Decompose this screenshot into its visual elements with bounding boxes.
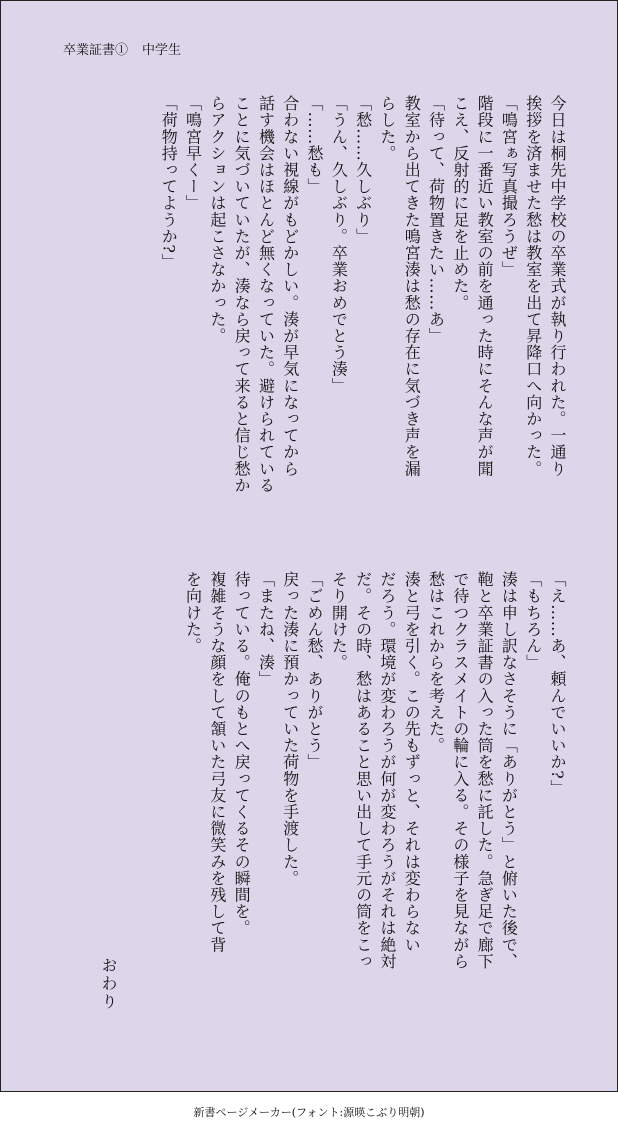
text-column: そり開けた。 <box>329 571 349 671</box>
text-column: 合わない視線がもどかしい。湊が早気になってから <box>280 95 300 477</box>
header-subtitle: 中学生 <box>142 43 182 58</box>
text-block-bottom <box>180 571 569 1026</box>
text-column: を向けた。 <box>183 571 203 654</box>
text-column: 「うん、久しぶり。卒業おめでとう湊」 <box>329 95 349 394</box>
text-column: 「またね、湊」 <box>256 571 276 688</box>
page-header <box>63 39 181 58</box>
text-column: 「鳴宮ぁ写真撮ろうぜ」 <box>499 95 519 278</box>
text-column: こえ、反射的に足を止めた。 <box>450 95 470 311</box>
text-column: で待つクラスメイトの輪に入る。その様子を見ながら <box>450 571 470 970</box>
text-column: 「荷物持ってようか?」 <box>159 95 179 271</box>
text-column: 「ごめん愁、ありがとう」 <box>305 571 325 771</box>
text-column: 湊は申し訳なさそうに「ありがとう」と俯いた後で、 <box>499 571 519 970</box>
text-column: 湊と弓を引く。この先もずっと、それは変わらない <box>402 571 422 953</box>
text-column: 鞄と卒業証書の入った筒を愁に託した。急ぎ足で廊下 <box>475 571 495 970</box>
text-column: 教室から出てきた鳴宮湊は愁の存在に気づき声を漏 <box>402 95 422 477</box>
text-column: 階段に一番近い教室の前を通った時にそんな声が聞 <box>475 95 495 477</box>
text-column: 待っている。俺のもとへ戻ってくるその瞬間を。 <box>232 571 252 937</box>
text-column: 挨拶を済ませた愁は教室を出て昇降口へ向かった。 <box>523 95 543 477</box>
text-column: 「待って、荷物置きたい……あ」 <box>426 95 446 344</box>
text-column: だろう。環境が変わろうが何が変わろうがそれは絶対 <box>377 571 397 970</box>
text-column: 「愁……久しぶり」 <box>353 95 373 245</box>
text-column: らした。 <box>377 95 397 162</box>
ending-label: おわり <box>99 957 118 1011</box>
text-column: 「え……あ、頼んでいいか?」 <box>548 571 567 796</box>
footer-credit: 新書ページメーカー(フォント:源暎こぶり明朝) <box>193 1106 425 1119</box>
text-column: ことに気づいていたが、湊なら戻って来ると信じ愁か <box>232 95 252 494</box>
text-column: らアクションは起こさなかった。 <box>207 95 227 344</box>
text-column: 複雑そうな顔をして頷いた弓友に微笑みを残して背 <box>207 571 227 953</box>
text-column: 話す機会はほとんど無くなっていた。避けられている <box>256 95 276 494</box>
text-column: 愁はこれからを考えた。 <box>426 571 446 754</box>
text-column: 「もちろん」 <box>523 571 543 671</box>
text-column: 「鳴宮早くー」 <box>183 95 203 212</box>
text-block-top <box>156 95 569 565</box>
text-column: 「……愁も」 <box>305 95 325 195</box>
text-column: 今日は桐先中学校の卒業式が執り行われた。一通り <box>548 95 567 477</box>
text-column: 戻った湊に預かっていた荷物を手渡した。 <box>280 571 300 887</box>
header-title: 卒業証書① <box>63 43 129 58</box>
text-column: だ。その時、愁はあること思い出して手元の筒をこっ <box>353 571 373 970</box>
